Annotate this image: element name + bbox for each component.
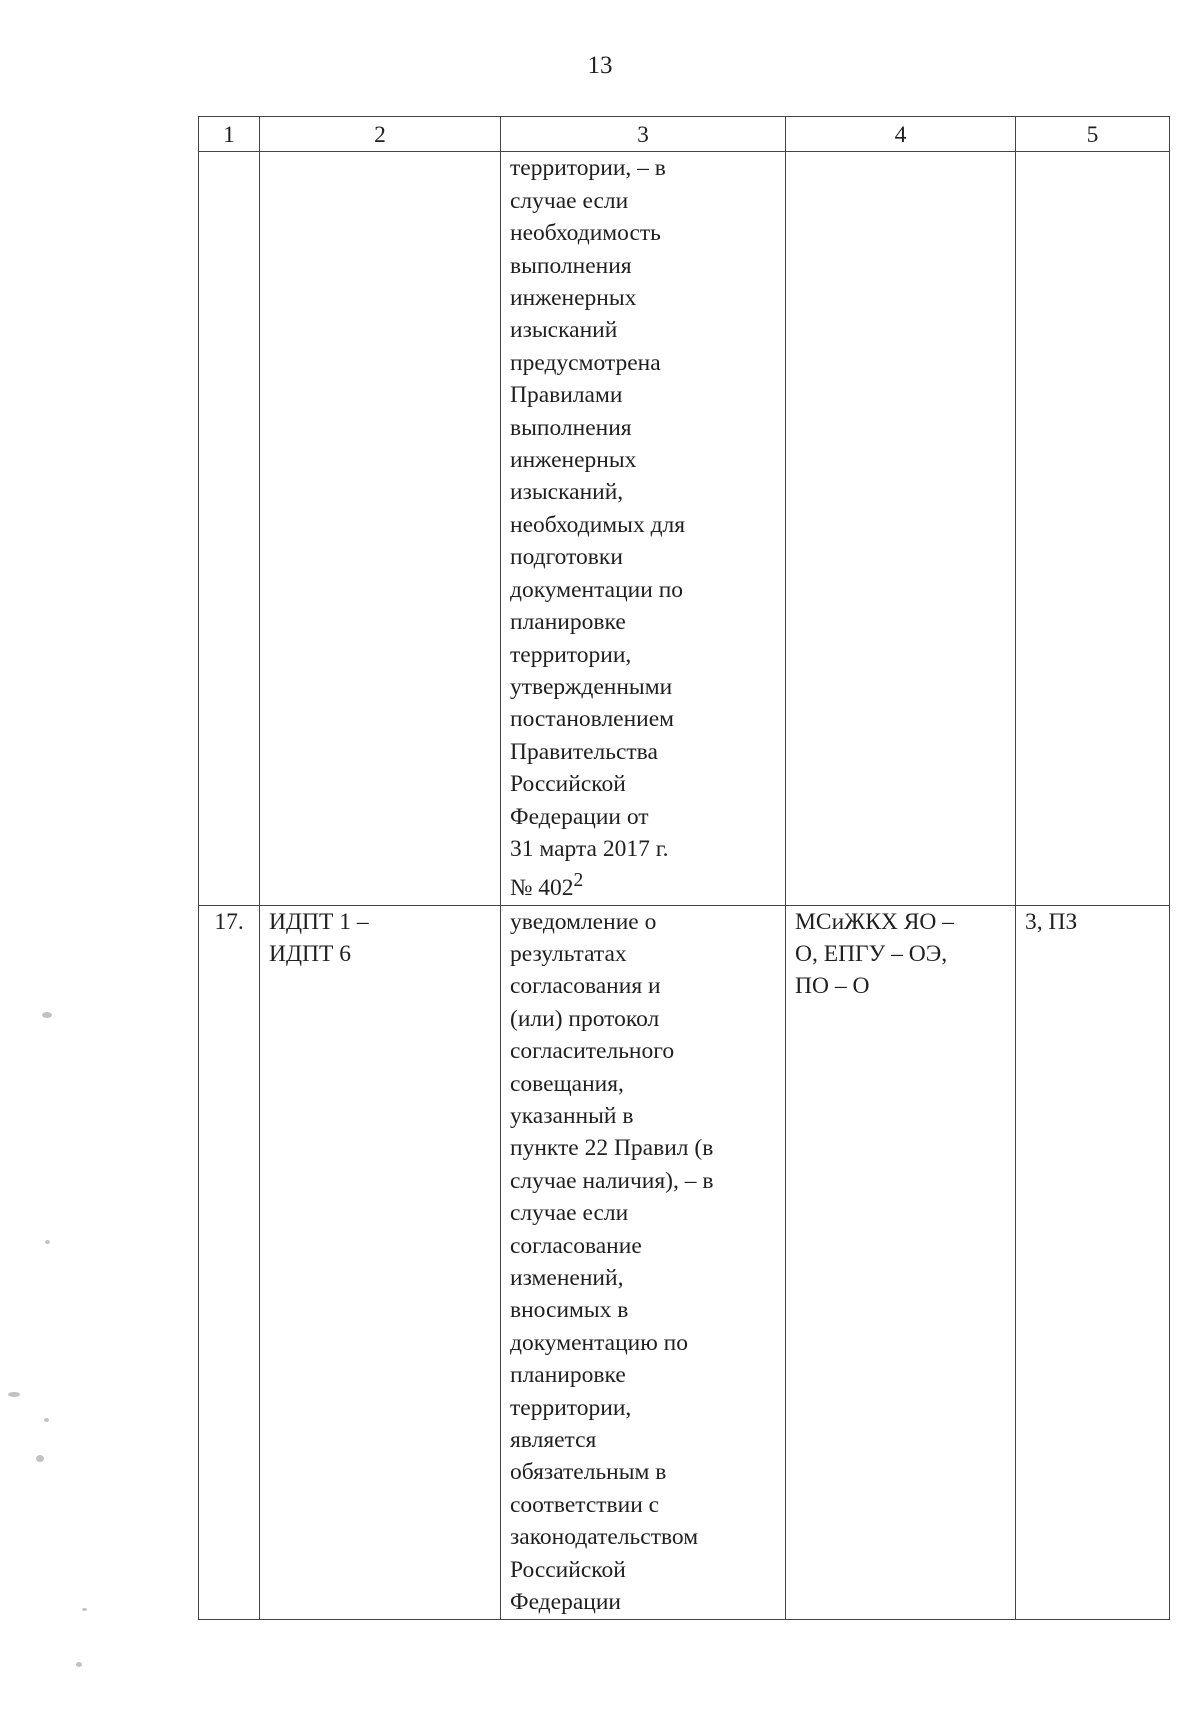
footnote-marker: 2 <box>573 870 584 892</box>
scan-speck <box>76 1662 82 1667</box>
row-number-cell: 17. <box>199 905 260 1619</box>
submission-method-cell <box>786 152 1016 905</box>
scan-speck <box>8 1392 20 1397</box>
form-type-cell: 3, ПЗ <box>1016 905 1170 1619</box>
document-code-cell: ИДПТ 1 – ИДПТ 6 <box>260 905 501 1619</box>
header-col-1: 1 <box>199 117 260 152</box>
description-text: территории, – в случае если необходимость выполнения инженерных изысканий предусмотрена Правилами выполнения инженерных изысканий, необходимых для подготовки документации по планировке территории, утвержденными постановлением Правительства Российской Федерации от 31 марта 2017 г. № 402 <box>510 155 686 902</box>
table-row <box>199 152 1170 905</box>
document-description-cell: уведомление о результатах согласования и (или) протокол согласительного совещания, указанный в пункте 22 Правил (в случае наличия), – в случае если согласование изменений, вносимых в документацию по планировке территории, является обязательным в соответствии с законодательством Российской Федерации <box>501 905 786 1619</box>
document-description-cell <box>501 152 786 905</box>
scan-speck <box>36 1455 44 1462</box>
table-header-row <box>199 117 1170 152</box>
header-col-2: 2 <box>260 117 501 152</box>
header-col-5: 5 <box>1016 117 1170 152</box>
table-row <box>199 905 1170 1619</box>
document-code-cell <box>260 152 501 905</box>
requirements-table <box>198 116 1170 1620</box>
scan-speck <box>82 1608 87 1611</box>
row-number-cell <box>199 152 260 905</box>
form-type-cell <box>1016 152 1170 905</box>
header-col-4: 4 <box>786 117 1016 152</box>
scan-speck <box>44 1418 49 1422</box>
submission-method-cell: МСиЖКХ ЯО – О, ЕПГУ – ОЭ, ПО – О <box>786 905 1016 1619</box>
scan-speck <box>45 1240 50 1244</box>
scan-speck <box>42 1012 52 1018</box>
page-number: 13 <box>587 52 613 79</box>
header-col-3: 3 <box>501 117 786 152</box>
